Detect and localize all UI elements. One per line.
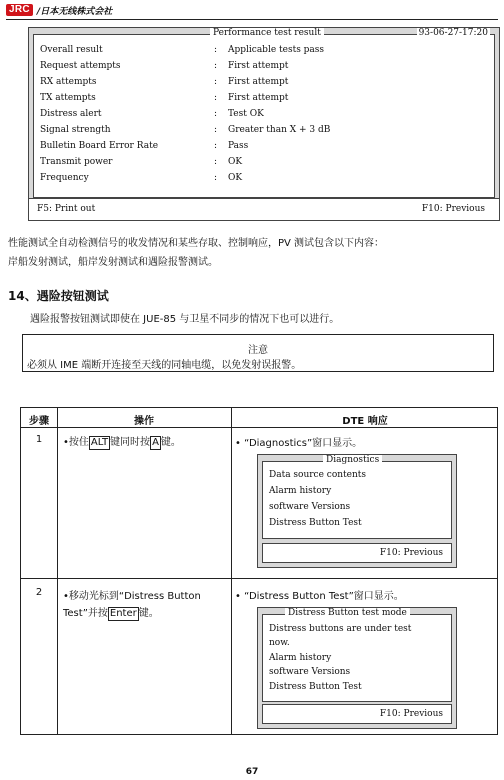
result-colon: : (214, 109, 218, 119)
diagnostics-menu (262, 455, 452, 539)
step-2-operation-line-2 (63, 604, 159, 621)
step-number: 2 (35, 587, 43, 598)
test-status-line-2: now. (269, 638, 290, 648)
alt-key: ALT (90, 437, 109, 448)
result-label: RX attempts (40, 77, 97, 87)
section-heading: 14、遇险按钮测试 (8, 289, 109, 303)
step-1-operation (63, 433, 181, 450)
intro-paragraph-line-2: 岸船发射测试，船岸发射测试和遇险报警测试。 (8, 257, 218, 268)
result-colon: : (214, 173, 218, 183)
result-label: Overall result (40, 45, 103, 55)
company-name: /日本无线株式会社 (36, 6, 113, 17)
function-key-bar (29, 198, 499, 220)
step-1-response: • “Diagnostics”窗口显示。 (235, 438, 363, 449)
previous-key[interactable]: F10: Previous (379, 709, 443, 719)
intro-paragraph-line-1: 性能测试全自动检测信号的收发情况和某些存取、控制响应，PV 测试包含以下内容： (8, 238, 385, 249)
result-label: TX attempts (40, 93, 96, 103)
result-label: Request attempts (40, 61, 121, 71)
distress-button-test-screen (257, 607, 457, 729)
diagnostics-footer (262, 543, 452, 563)
result-value: First attempt (228, 93, 289, 103)
operation-text: 键。 (160, 437, 181, 448)
menu-item-software-versions[interactable]: software Versions (269, 667, 351, 677)
jrc-logo: JRC (6, 4, 33, 16)
menu-item-alarm-history[interactable]: Alarm history (269, 486, 332, 496)
screen-timestamp: 93-06-27-17:20 (418, 28, 488, 38)
result-value: Test OK (228, 109, 264, 119)
step-2-response: • “Distress Button Test”窗口显示。 (235, 591, 404, 602)
menu-item-distress-button-test[interactable]: Distress Button Test (269, 682, 362, 692)
header-divider (6, 19, 498, 20)
column-divider (231, 408, 232, 734)
menu-item-distress-button-test[interactable]: Distress Button Test (269, 518, 362, 528)
row-divider (21, 578, 497, 579)
result-colon: : (214, 157, 218, 167)
note-title: 注意 (248, 345, 268, 356)
caution-note (22, 334, 494, 372)
previous-key[interactable]: F10: Previous (379, 548, 443, 558)
result-colon: : (214, 125, 218, 135)
result-value: Applicable tests pass (228, 45, 325, 55)
print-out-key[interactable]: F5: Print out (37, 204, 96, 214)
operation-text: 键。 (138, 608, 159, 619)
result-value: OK (228, 173, 243, 183)
operation-text: 键同时按 (110, 437, 151, 448)
result-label: Frequency (40, 173, 89, 183)
menu-item-alarm-history[interactable]: Alarm history (269, 653, 332, 663)
enter-key: Enter (109, 608, 137, 619)
operation-text: Test”并按 (63, 608, 108, 619)
screen-title: Performance test result (210, 28, 324, 38)
result-value: First attempt (228, 61, 289, 71)
result-value: Pass (228, 141, 249, 151)
result-label: Transmit power (40, 157, 113, 167)
menu-item-data-source[interactable]: Data source contents (269, 470, 367, 480)
procedure-table (20, 407, 498, 735)
page-header (6, 3, 112, 17)
result-colon: : (214, 45, 218, 55)
column-divider (57, 408, 58, 734)
note-text: 必须从 IME 端断开连接至天线的同轴电缆，以免发射误报警。 (27, 360, 302, 371)
diagnostics-title: Diagnostics (323, 455, 382, 465)
step-2-operation-line-1: •移动光标到“Distress Button (63, 591, 201, 602)
operation-text: •按住 (63, 437, 89, 448)
result-colon: : (214, 61, 218, 71)
performance-test-panel (33, 28, 495, 198)
result-colon: : (214, 93, 218, 103)
page-number: 67 (245, 767, 259, 777)
result-label: Distress alert (40, 109, 102, 119)
previous-key[interactable]: F10: Previous (421, 204, 485, 214)
result-value: OK (228, 157, 243, 167)
result-value: First attempt (228, 77, 289, 87)
header-step: 步骤 (29, 416, 49, 427)
test-status-line-1: Distress buttons are under test (269, 624, 412, 634)
header-divider (21, 427, 497, 428)
menu-item-software-versions[interactable]: software Versions (269, 502, 351, 512)
result-label: Bulletin Board Error Rate (40, 141, 159, 151)
result-label: Signal strength (40, 125, 111, 135)
distress-test-footer (262, 704, 452, 724)
diagnostics-screen (257, 454, 457, 568)
header-operation: 操作 (134, 416, 154, 427)
a-key: A (152, 437, 159, 448)
result-colon: : (214, 77, 218, 87)
header-dte-response: DTE 响应 (342, 416, 388, 427)
section-intro: 遇险报警按钮测试即使在 JUE-85 与卫星不同步的情况下也可以进行。 (30, 314, 340, 325)
distress-test-panel (262, 608, 452, 702)
result-colon: : (214, 141, 218, 151)
result-value: Greater than X + 3 dB (228, 125, 331, 135)
distress-test-title: Distress Button test mode (285, 608, 410, 618)
performance-test-screen (28, 27, 500, 221)
step-number: 1 (35, 434, 43, 445)
